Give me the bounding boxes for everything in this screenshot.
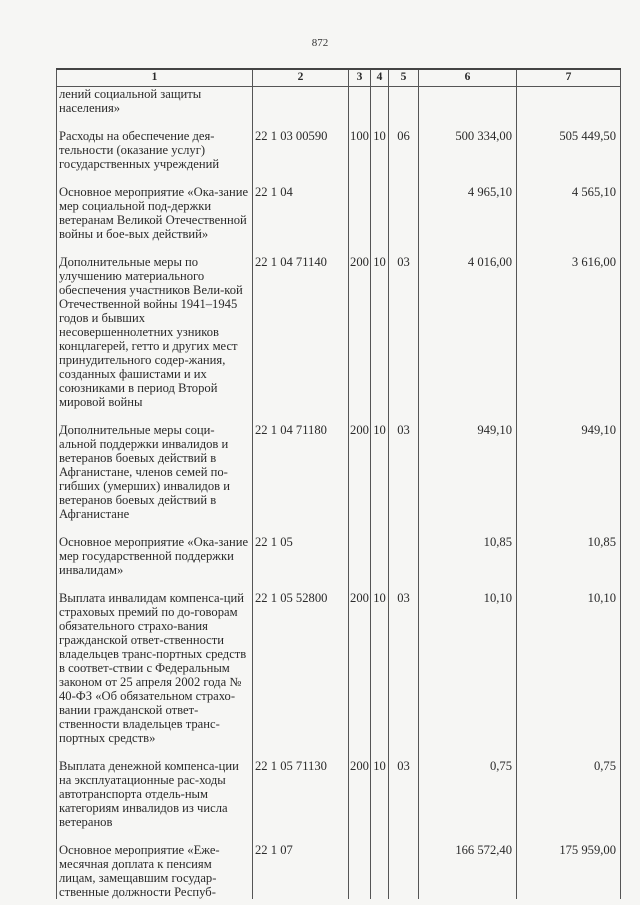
row-spacer xyxy=(57,171,621,185)
row-code: 22 1 04 xyxy=(253,185,349,241)
spacer-cell xyxy=(57,829,253,843)
table-row xyxy=(57,87,621,116)
spacer-cell xyxy=(349,241,371,255)
spacer-cell xyxy=(349,171,371,185)
spacer-cell xyxy=(57,577,253,591)
spacer-cell xyxy=(371,241,389,255)
row-value-6: 0,75 xyxy=(419,759,517,829)
row-description: Выплата денежной компенса-ции на эксплуатационные рас-ходы автотранспорта отдель-ным категориям инвалидов из числа ветеранов xyxy=(57,759,253,829)
row-value-7: 0,75 xyxy=(517,759,621,829)
spacer-cell xyxy=(517,171,621,185)
spacer-cell xyxy=(517,115,621,129)
header-col-2: 2 xyxy=(253,69,349,87)
row-col-4: 10 xyxy=(371,759,389,829)
header-col-6: 6 xyxy=(419,69,517,87)
row-col-3: 100 xyxy=(349,129,371,171)
spacer-cell xyxy=(419,745,517,759)
row-spacer xyxy=(57,577,621,591)
spacer-cell xyxy=(253,171,349,185)
row-col-4 xyxy=(371,87,389,116)
table-row xyxy=(57,255,621,409)
spacer-cell xyxy=(517,521,621,535)
row-code xyxy=(253,87,349,116)
row-value-7: 3 616,00 xyxy=(517,255,621,409)
row-spacer xyxy=(57,521,621,535)
row-col-3 xyxy=(349,185,371,241)
spacer-cell xyxy=(371,171,389,185)
row-col-4 xyxy=(371,185,389,241)
row-spacer xyxy=(57,745,621,759)
spacer-cell xyxy=(419,171,517,185)
spacer-cell xyxy=(253,521,349,535)
row-code: 22 1 05 52800 xyxy=(253,591,349,745)
spacer-cell xyxy=(371,829,389,843)
header-col-3: 3 xyxy=(349,69,371,87)
row-code: 22 1 05 71130 xyxy=(253,759,349,829)
spacer-cell xyxy=(371,521,389,535)
table-body xyxy=(57,87,621,900)
spacer-cell xyxy=(517,409,621,423)
row-value-7: 949,10 xyxy=(517,423,621,521)
spacer-cell xyxy=(389,241,419,255)
header-col-1: 1 xyxy=(57,69,253,87)
table-row xyxy=(57,423,621,521)
spacer-cell xyxy=(419,577,517,591)
table-row xyxy=(57,185,621,241)
spacer-cell xyxy=(517,745,621,759)
row-col-4: 10 xyxy=(371,129,389,171)
row-col-5: 03 xyxy=(389,255,419,409)
header-col-4: 4 xyxy=(371,69,389,87)
row-code: 22 1 04 71180 xyxy=(253,423,349,521)
row-description: Основное мероприятие «Ока-зание мер государственной поддержки инвалидам» xyxy=(57,535,253,577)
row-col-3: 200 xyxy=(349,423,371,521)
row-col-4: 10 xyxy=(371,255,389,409)
spacer-cell xyxy=(57,409,253,423)
row-description: Расходы на обеспечение дея-тельности (оказание услуг) государственных учреждений xyxy=(57,129,253,171)
page-number: 872 xyxy=(311,37,329,49)
spacer-cell xyxy=(349,745,371,759)
row-col-3 xyxy=(349,843,371,899)
row-col-5 xyxy=(389,535,419,577)
spacer-cell xyxy=(57,241,253,255)
row-col-3 xyxy=(349,535,371,577)
row-value-7: 10,10 xyxy=(517,591,621,745)
row-description: Дополнительные меры по улучшению материального обеспечения участников Вели-кой Отечественной войны 1941–1945 годов и бывших несовершеннолетних узников концлагерей, гетто и других мест принудительного содер-жания, созданных фашистами и их союзниками в период Второй мировой войны xyxy=(57,255,253,409)
row-value-7: 505 449,50 xyxy=(517,129,621,171)
row-value-6: 949,10 xyxy=(419,423,517,521)
spacer-cell xyxy=(389,115,419,129)
row-code: 22 1 03 00590 xyxy=(253,129,349,171)
table-header-row xyxy=(57,69,621,87)
spacer-cell xyxy=(253,241,349,255)
spacer-cell xyxy=(389,171,419,185)
row-value-6 xyxy=(419,87,517,116)
row-spacer xyxy=(57,115,621,129)
row-value-6: 10,85 xyxy=(419,535,517,577)
spacer-cell xyxy=(517,829,621,843)
spacer-cell xyxy=(517,577,621,591)
row-code: 22 1 07 xyxy=(253,843,349,899)
table-row xyxy=(57,591,621,745)
spacer-cell xyxy=(389,409,419,423)
row-col-4: 10 xyxy=(371,591,389,745)
spacer-cell xyxy=(349,521,371,535)
row-value-6: 4 016,00 xyxy=(419,255,517,409)
spacer-cell xyxy=(57,171,253,185)
row-col-4 xyxy=(371,843,389,899)
spacer-cell xyxy=(253,577,349,591)
spacer-cell xyxy=(57,521,253,535)
row-spacer xyxy=(57,829,621,843)
spacer-cell xyxy=(349,409,371,423)
row-col-3: 200 xyxy=(349,255,371,409)
spacer-cell xyxy=(253,409,349,423)
row-description: Дополнительные меры соци-альной поддержки инвалидов и ветеранов боевых действий в Афганистане, членов семей по-гибших (умерших) инвалидов и ветеранов боевых действий в Афганистане xyxy=(57,423,253,521)
row-value-7 xyxy=(517,87,621,116)
row-col-5: 03 xyxy=(389,591,419,745)
row-col-5 xyxy=(389,185,419,241)
row-value-6: 166 572,40 xyxy=(419,843,517,899)
table-row xyxy=(57,759,621,829)
row-col-3 xyxy=(349,87,371,116)
row-description: Основное мероприятие «Еже-месячная доплата к пенсиям лицам, замещавшим государ-ственные должности Респуб- xyxy=(57,843,253,899)
spacer-cell xyxy=(349,115,371,129)
spacer-cell xyxy=(349,829,371,843)
row-value-7: 175 959,00 xyxy=(517,843,621,899)
spacer-cell xyxy=(389,745,419,759)
row-col-5: 06 xyxy=(389,129,419,171)
header-col-5: 5 xyxy=(389,69,419,87)
row-col-5: 03 xyxy=(389,423,419,521)
table-row xyxy=(57,129,621,171)
spacer-cell xyxy=(419,521,517,535)
row-col-5 xyxy=(389,87,419,116)
row-col-5: 03 xyxy=(389,759,419,829)
budget-table xyxy=(56,68,621,899)
row-description: Выплата инвалидам компенса-ций страховых премий по до-говорам обязательного страхо-вания гражданской ответ-ственности владельцев транс-портных средств в соответ-ствии с Федеральным законом от 25 апреля 2002 года № 40-ФЗ «Об обязательном страхо-вании гражданской ответ-ственности владельцев транс-портных средств» xyxy=(57,591,253,745)
spacer-cell xyxy=(253,829,349,843)
row-col-4: 10 xyxy=(371,423,389,521)
row-col-4 xyxy=(371,535,389,577)
spacer-cell xyxy=(517,241,621,255)
row-spacer xyxy=(57,409,621,423)
row-description: Основное мероприятие «Ока-зание мер социальной под-держки ветеранам Великой Отечественной войны и бое-вых действий» xyxy=(57,185,253,241)
spacer-cell xyxy=(371,745,389,759)
spacer-cell xyxy=(389,521,419,535)
spacer-cell xyxy=(371,409,389,423)
row-col-3: 200 xyxy=(349,591,371,745)
spacer-cell xyxy=(389,829,419,843)
spacer-cell xyxy=(419,829,517,843)
row-value-7: 4 565,10 xyxy=(517,185,621,241)
row-value-6: 500 334,00 xyxy=(419,129,517,171)
table-row xyxy=(57,843,621,899)
spacer-cell xyxy=(419,409,517,423)
table-row xyxy=(57,535,621,577)
row-value-6: 10,10 xyxy=(419,591,517,745)
row-code: 22 1 05 xyxy=(253,535,349,577)
spacer-cell xyxy=(419,115,517,129)
row-value-6: 4 965,10 xyxy=(419,185,517,241)
spacer-cell xyxy=(253,115,349,129)
row-col-5 xyxy=(389,843,419,899)
header-col-7: 7 xyxy=(517,69,621,87)
spacer-cell xyxy=(57,745,253,759)
spacer-cell xyxy=(253,745,349,759)
spacer-cell xyxy=(349,577,371,591)
row-code: 22 1 04 71140 xyxy=(253,255,349,409)
spacer-cell xyxy=(57,115,253,129)
row-spacer xyxy=(57,241,621,255)
spacer-cell xyxy=(419,241,517,255)
spacer-cell xyxy=(371,577,389,591)
row-description: лений социальной защиты населения» xyxy=(57,87,253,116)
spacer-cell xyxy=(389,577,419,591)
spacer-cell xyxy=(371,115,389,129)
row-value-7: 10,85 xyxy=(517,535,621,577)
row-col-3: 200 xyxy=(349,759,371,829)
